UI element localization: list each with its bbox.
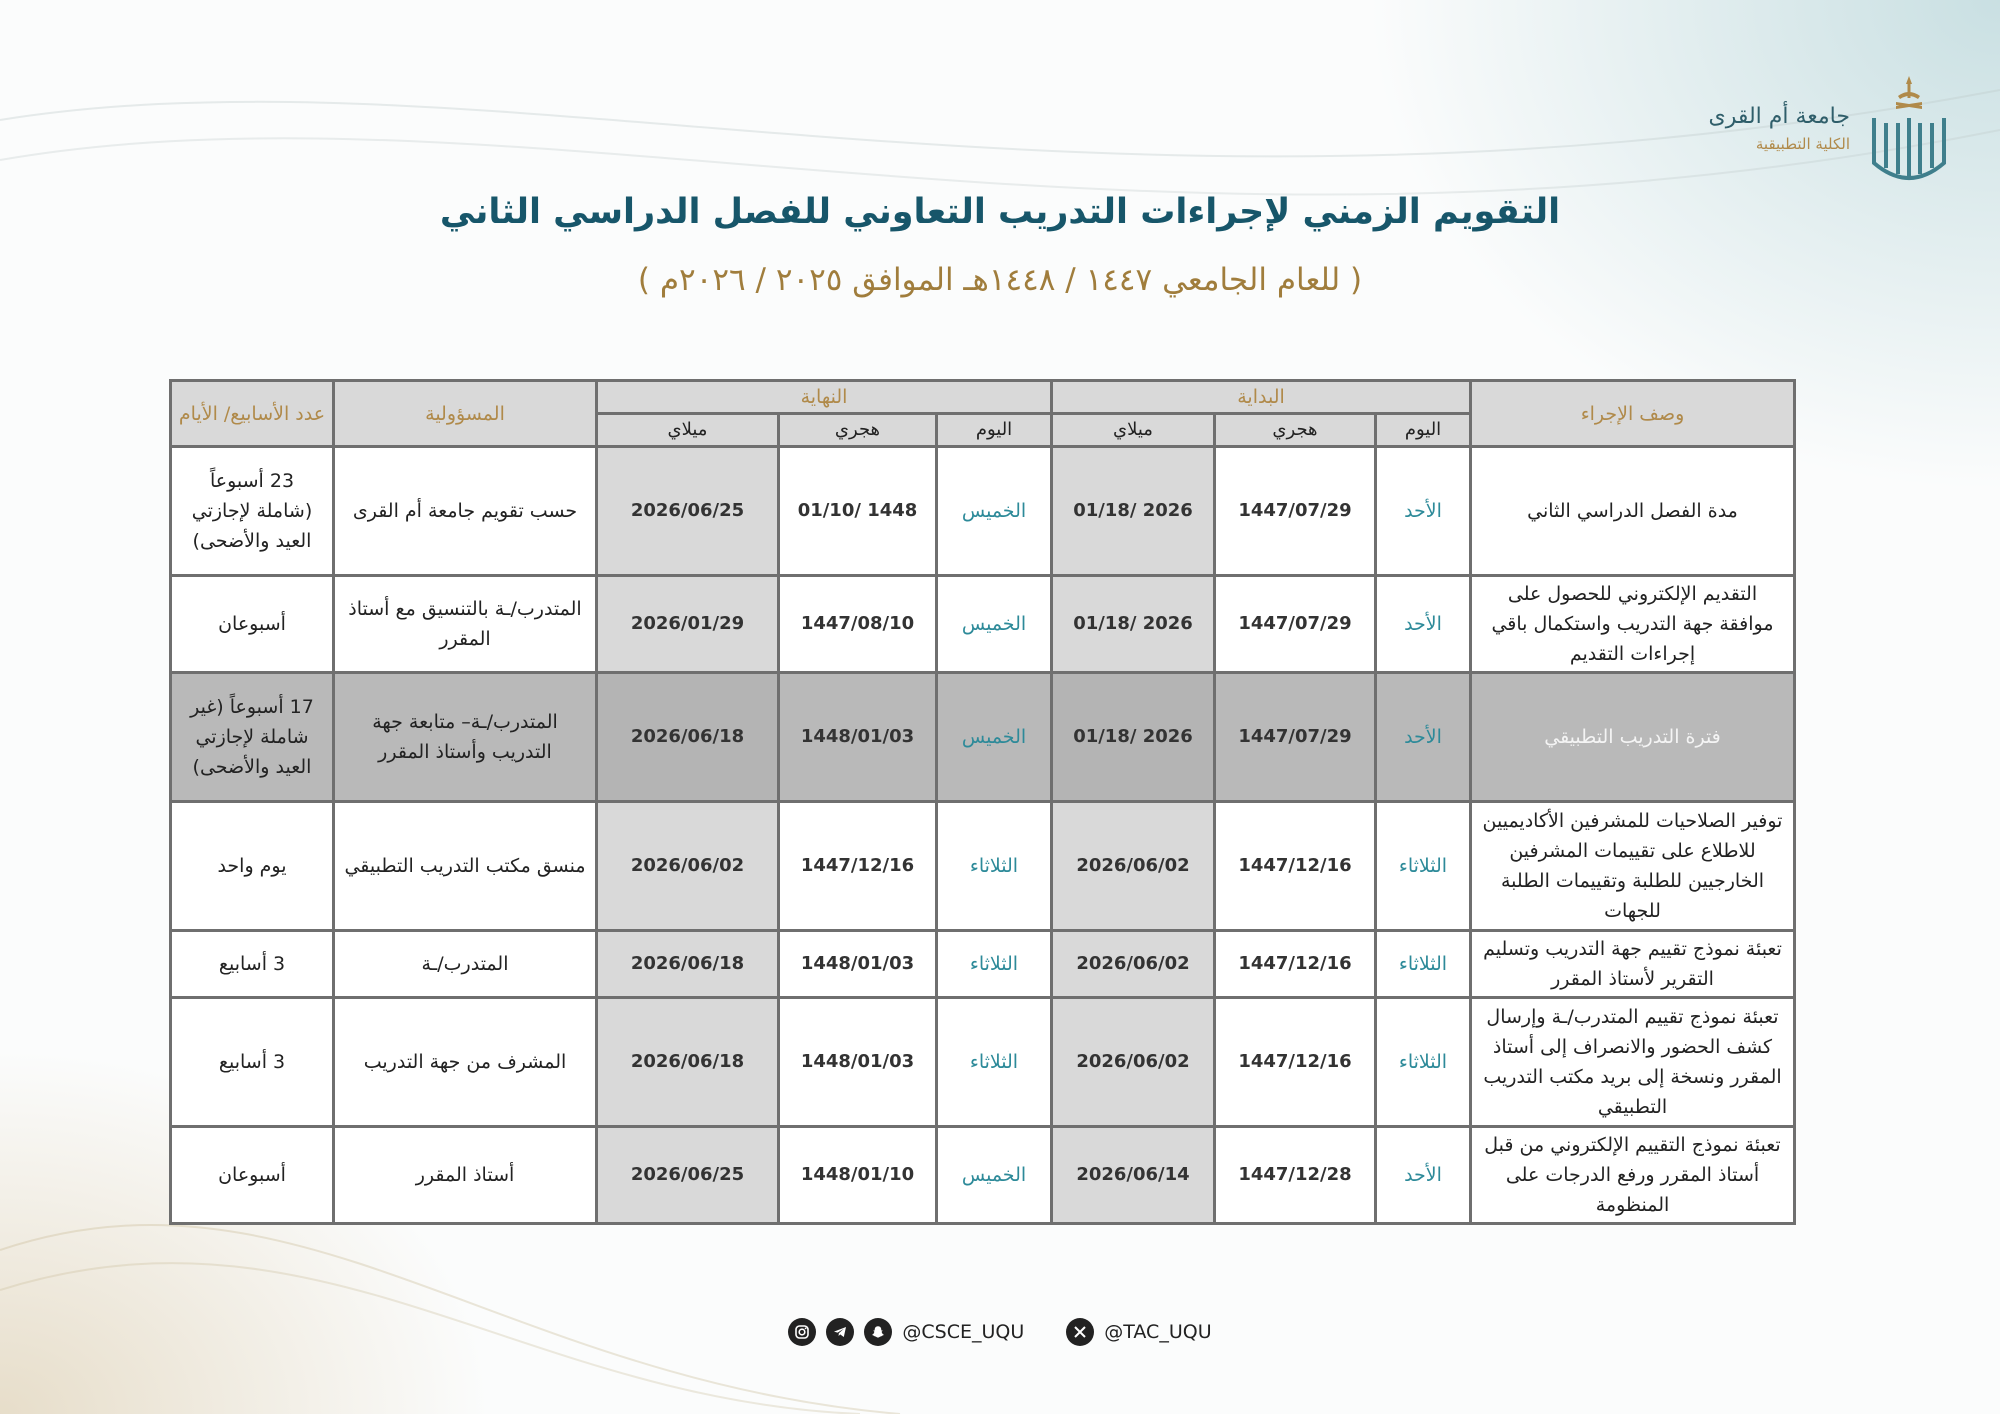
row-start-gregorian: 2026 /01/18 (1053, 674, 1213, 800)
row-start-hijri: 1447/07/29 (1216, 674, 1374, 800)
row-start-hijri: 1447/07/29 (1216, 577, 1374, 671)
row-start-day: الثلاثاء (1377, 932, 1469, 996)
row-start-gregorian: 2026/06/14 (1053, 1128, 1213, 1222)
row-responsibility: المتدرب/ـة بالتنسيق مع أستاذ المقرر (335, 577, 595, 671)
page-subtitle: ( للعام الجامعي ١٤٤٧ / ١٤٤٨هـ الموافق ٢٠٢٥ / ٢٠٢٦م ) (637, 262, 1363, 298)
university-emblem-icon (1868, 68, 1950, 188)
row-end-day: الخميس (938, 577, 1050, 671)
table-row-highlighted (172, 674, 1793, 800)
row-responsibility: المتدرب/ـة (335, 932, 595, 996)
row-duration: 23 أسبوعاً (شاملة لإجازتي العيد والأضحى) (172, 448, 332, 574)
header-responsibility: المسؤولية (335, 382, 595, 445)
row-end-hijri: 1448/01/10 (780, 1128, 935, 1222)
row-responsibility: أستاذ المقرر (335, 1128, 595, 1222)
row-end-day: الخميس (938, 674, 1050, 800)
row-description: مدة الفصل الدراسي الثاني (1472, 448, 1793, 574)
row-start-hijri: 1447/12/16 (1216, 932, 1374, 996)
header-end-gregorian: ميلاي (598, 415, 777, 445)
row-start-gregorian: 2026/06/02 (1053, 932, 1213, 996)
schedule-table-wrapper (169, 379, 1796, 1225)
university-logo (1708, 68, 1950, 188)
table-row (172, 932, 1793, 996)
row-end-gregorian: 2026/06/18 (598, 999, 777, 1125)
header-start-gregorian: ميلاي (1053, 415, 1213, 445)
row-end-hijri: 1448/01/03 (780, 999, 935, 1125)
row-end-gregorian: 2026/06/18 (598, 674, 777, 800)
table-row (172, 803, 1793, 929)
row-duration: أسبوعان (172, 1128, 332, 1222)
row-duration: 17 أسبوعاً (غير شاملة لإجازتي العيد والأضحى) (172, 674, 332, 800)
x-twitter-icon[interactable] (1066, 1318, 1094, 1346)
telegram-icon[interactable] (826, 1318, 854, 1346)
row-start-gregorian: 2026/06/02 (1053, 999, 1213, 1125)
row-end-day: الخميس (938, 1128, 1050, 1222)
logo-college-name: الكلية التطبيقية (1755, 134, 1850, 153)
row-end-gregorian: 2026/06/25 (598, 1128, 777, 1222)
row-responsibility: المتدرب/ـة– متابعة جهة التدريب وأستاذ المقرر (335, 674, 595, 800)
header-end-hijri: هجري (780, 415, 935, 445)
handle-csce[interactable]: @CSCE_UQU (902, 1321, 1025, 1343)
row-start-gregorian: 2026 /01/18 (1053, 577, 1213, 671)
row-start-hijri: 1447/12/28 (1216, 1128, 1374, 1222)
header-start-hijri: هجري (1216, 415, 1374, 445)
schedule-table (169, 379, 1796, 1225)
header-description: وصف الإجراء (1472, 382, 1793, 445)
row-description: تعبئة نموذج تقييم جهة التدريب وتسليم التقرير لأستاذ المقرر (1472, 932, 1793, 996)
row-end-hijri: 1447/08/10 (780, 577, 935, 671)
row-duration: 3 أسابيع (172, 932, 332, 996)
instagram-icon[interactable] (788, 1318, 816, 1346)
row-end-gregorian: 2026/06/02 (598, 803, 777, 929)
row-description: تعبئة نموذج التقييم الإلكتروني من قبل أستاذ المقرر ورفع الدرجات على المنظومة (1472, 1128, 1793, 1222)
row-end-gregorian: 2026/01/29 (598, 577, 777, 671)
row-end-hijri: 1448/01/03 (780, 932, 935, 996)
row-end-gregorian: 2026/06/25 (598, 448, 777, 574)
row-start-gregorian: 2026/06/02 (1053, 803, 1213, 929)
row-end-day: الثلاثاء (938, 932, 1050, 996)
header-start: البداية (1053, 382, 1469, 412)
row-duration: 3 أسابيع (172, 999, 332, 1125)
table-row (172, 577, 1793, 671)
row-start-gregorian: 2026 /01/18 (1053, 448, 1213, 574)
row-start-day: الثلاثاء (1377, 803, 1469, 929)
row-end-day: الخميس (938, 448, 1050, 574)
row-responsibility: منسق مكتب التدريب التطبيقي (335, 803, 595, 929)
header-duration: عدد الأسابيع/ الأيام (172, 382, 332, 445)
row-description: تعبئة نموذج تقييم المتدرب/ـة وإرسال كشف الحضور والانصراف إلى أستاذ المقرر ونسخة إلى بريد مكتب التدريب التطبيقي (1472, 999, 1793, 1125)
row-responsibility: حسب تقويم جامعة أم القرى (335, 448, 595, 574)
row-start-day: الثلاثاء (1377, 999, 1469, 1125)
table-row (172, 999, 1793, 1125)
header-end: النهاية (598, 382, 1050, 412)
row-start-hijri: 1447/07/29 (1216, 448, 1374, 574)
header-start-day: اليوم (1377, 415, 1469, 445)
row-responsibility: المشرف من جهة التدريب (335, 999, 595, 1125)
header-end-day: اليوم (938, 415, 1050, 445)
row-start-hijri: 1447/12/16 (1216, 999, 1374, 1125)
row-end-hijri: 1448/01/03 (780, 674, 935, 800)
row-start-hijri: 1447/12/16 (1216, 803, 1374, 929)
row-start-day: الأحد (1377, 448, 1469, 574)
row-start-day: الأحد (1377, 577, 1469, 671)
row-duration: يوم واحد (172, 803, 332, 929)
row-end-gregorian: 2026/06/18 (598, 932, 777, 996)
row-start-day: الأحد (1377, 1128, 1469, 1222)
row-description: توفير الصلاحيات للمشرفين الأكاديميين للاطلاع على تقييمات المشرفين الخارجيين للطلبة وتقييمات الطلبة للجهات (1472, 803, 1793, 929)
row-start-day: الأحد (1377, 674, 1469, 800)
row-end-day: الثلاثاء (938, 803, 1050, 929)
page-title: التقويم الزمني لإجراءات التدريب التعاوني للفصل الدراسي الثاني (439, 192, 1561, 232)
table-row (172, 448, 1793, 574)
row-description: التقديم الإلكتروني للحصول على موافقة جهة التدريب واستكمال باقي إجراءات التقديم (1472, 577, 1793, 671)
row-end-hijri: 1447/12/16 (780, 803, 935, 929)
row-end-hijri: 1448 /01/10 (780, 448, 935, 574)
row-duration: أسبوعان (172, 577, 332, 671)
handle-tac[interactable]: @TAC_UQU (1104, 1321, 1212, 1343)
table-row (172, 1128, 1793, 1222)
snapchat-icon[interactable] (864, 1318, 892, 1346)
row-end-day: الثلاثاء (938, 999, 1050, 1125)
logo-university-name: جامعة أم القرى (1708, 103, 1850, 129)
row-description: فترة التدريب التطبيقي (1472, 674, 1793, 800)
social-footer (0, 1318, 2000, 1346)
